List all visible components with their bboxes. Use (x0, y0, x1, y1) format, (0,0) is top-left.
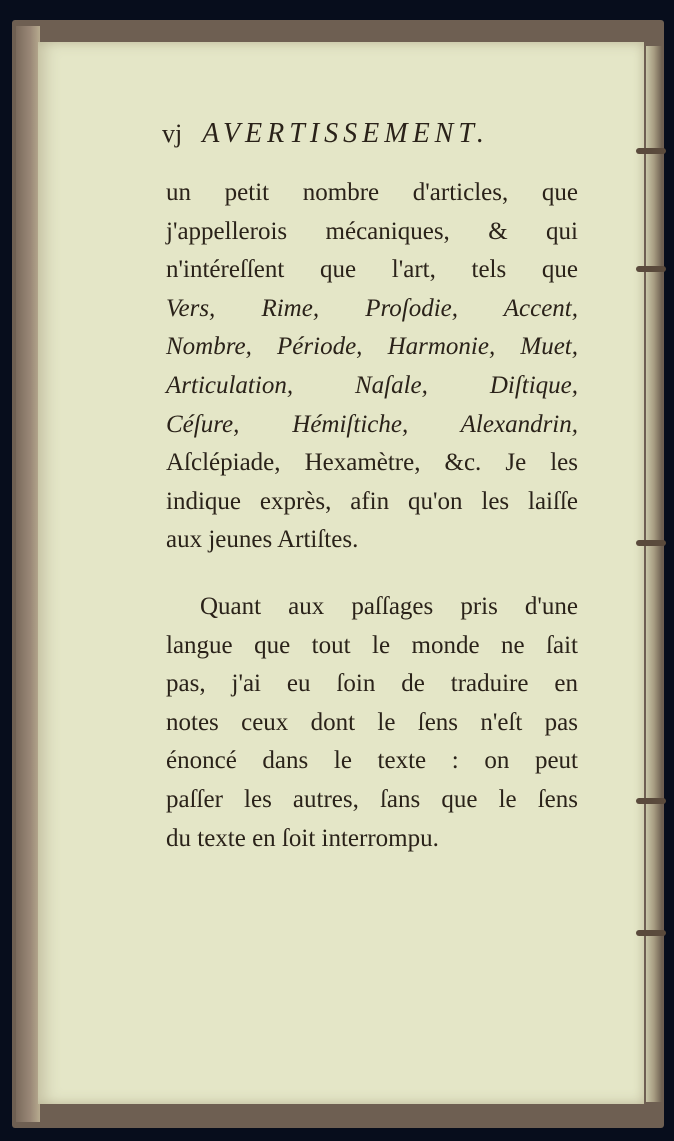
text-line: Aſclépiade, Hexamètre, &c. Je les (166, 449, 578, 477)
binding-stitch (636, 798, 666, 804)
binding-stitch (636, 930, 666, 936)
text-line: indique exprès, afin qu'on les laiſſe (166, 487, 578, 515)
text-line: Articulation, Naſale, Diſtique, (166, 371, 578, 399)
page-header (128, 118, 578, 174)
binding-stitch (636, 540, 666, 546)
text-line: un petit nombre d'articles, que (166, 179, 578, 206)
paragraph-2 (128, 588, 578, 858)
page-gutter (646, 46, 662, 1102)
text-line: Nombre, Période, Harmonie, Muet, (166, 333, 578, 361)
page-text (128, 118, 578, 858)
text-line: Quant aux paſſages pris d'une (200, 592, 578, 620)
text-line: énoncé dans le texte : on peut (166, 747, 578, 775)
binding-stitch (636, 266, 666, 272)
text-line: Vers, Rime, Proſodie, Accent, (166, 294, 578, 322)
text-line: du texte en ſoit interrompu. (166, 824, 439, 852)
text-line: Céſure, Hémiſtiche, Alexandrin, (166, 410, 578, 438)
text-line: n'intéreſſent que l'art, tels que (166, 256, 578, 284)
text-line: pas, j'ai eu ſoin de traduire en (166, 670, 578, 698)
text-line: notes ceux dont le ſens n'eſt pas (166, 708, 578, 736)
text-line: aux jeunes Artiſtes. (166, 526, 359, 554)
paragraph-1 (128, 174, 578, 560)
page-number: vj (162, 119, 183, 148)
text-line: j'appellerois mécaniques, & qui (166, 217, 578, 245)
text-line: paſſer les autres, ſans que le ſens (166, 785, 578, 813)
running-head: AVERTISSEMENT. (202, 118, 489, 149)
text-line: langue que tout le monde ne ſait (166, 631, 578, 659)
binding-stitch (636, 148, 666, 154)
cover-edge (16, 26, 40, 1122)
